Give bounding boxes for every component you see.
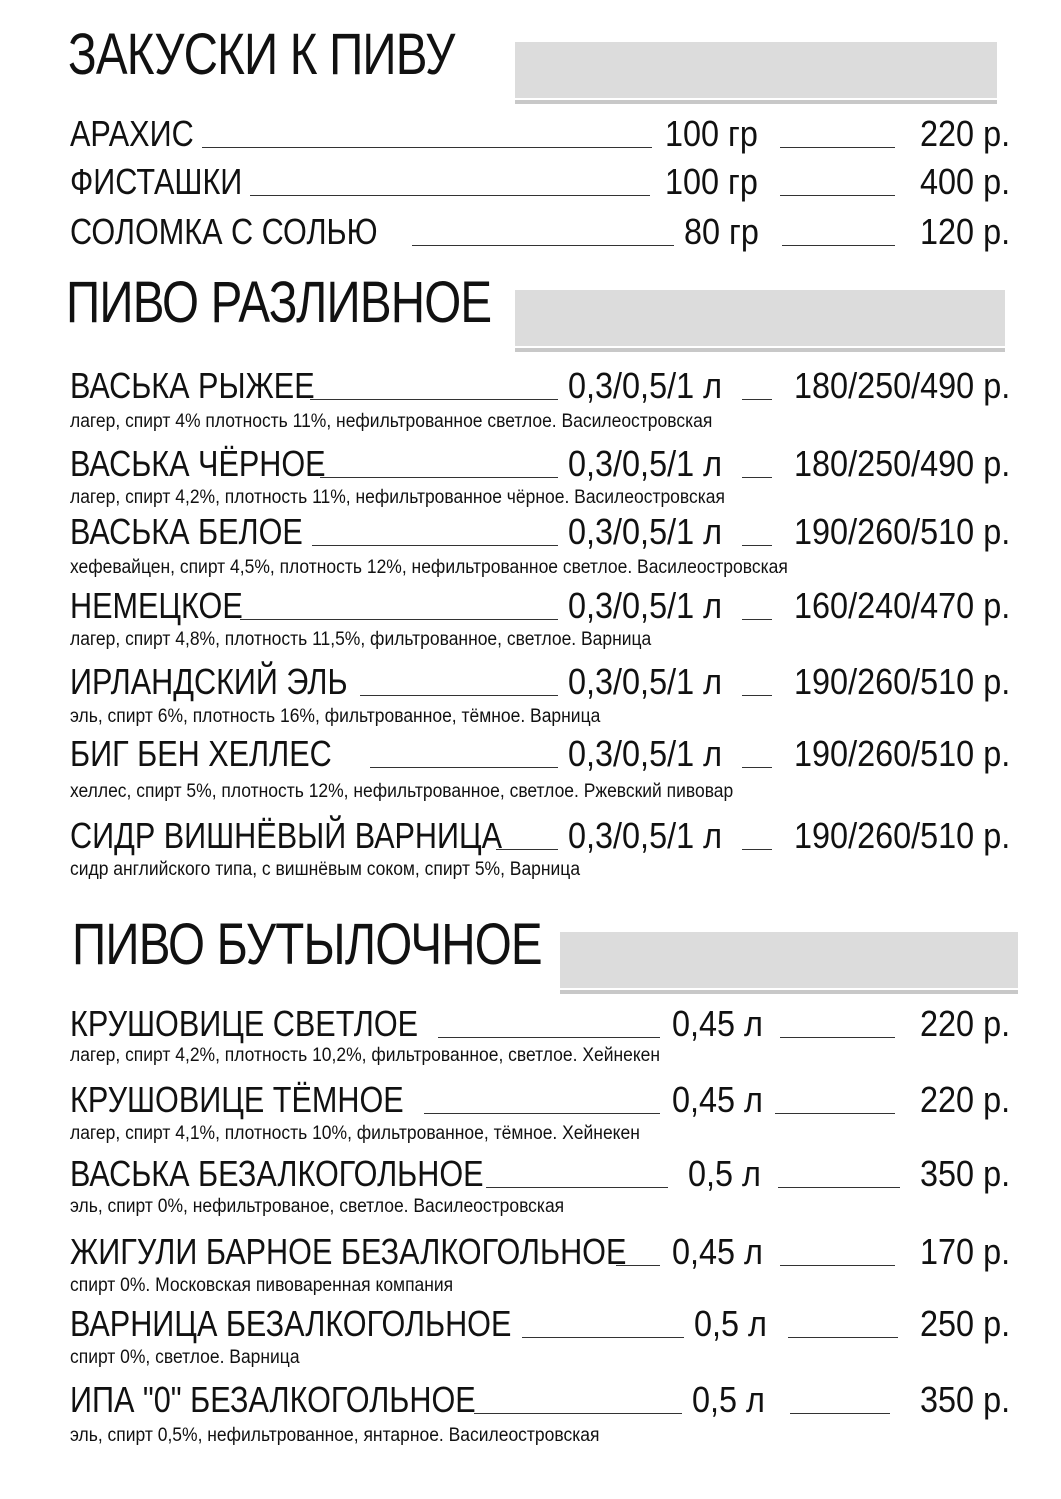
item-name: БИГ БЕН ХЕЛЛЕС [70,733,332,774]
item-price: 350 р. [919,1153,1010,1194]
item-name: КРУШОВИЦЕ ТЁМНОЕ [70,1079,404,1120]
leader-line [780,147,895,148]
item-volume: 0,45 л [672,1231,763,1272]
leader-line [742,695,772,696]
leader-line [250,195,650,196]
leader-line [202,147,652,148]
item-volume: 0,3/0,5/1 л [568,661,723,702]
menu-item [70,1078,1010,1120]
item-description: спирт 0%. Московская пивоваренная компания [70,1275,454,1296]
item-name: НЕМЕЦКОЕ [70,585,243,626]
item-price: 170 р. [919,1231,1010,1272]
item-description: лагер, спирт 4% плотность 11%, нефильтрованное светлое. Василеостровская [70,411,713,432]
leader-line [240,619,558,620]
item-name: ИПА "0" БЕЗАЛКОГОЛЬНОЕ [70,1379,476,1420]
item-name: ФИСТАШКИ [70,161,243,202]
item-description: хефевайцен, спирт 4,5%, плотность 12%, нефильтрованное светлое. Василеостровская [70,557,788,578]
item-volume: 0,5 л [688,1153,761,1194]
menu-item [70,1302,1010,1344]
menu-item [70,112,1010,154]
item-price: 220 р. [919,1003,1010,1044]
leader-line [496,849,558,850]
section-header-bar [515,290,1005,346]
item-price: 120 р. [919,211,1010,252]
leader-line [424,1113,660,1114]
menu-item [70,1230,1010,1272]
item-price: 190/260/510 р. [793,511,1010,552]
leader-line [742,767,772,768]
item-volume: 0,45 л [672,1003,763,1044]
leader-line [522,1337,684,1338]
leader-line [320,477,558,478]
item-name: ЖИГУЛИ БАРНОЕ БЕЗАЛКОГОЛЬНОЕ [70,1231,627,1272]
item-volume: 0,3/0,5/1 л [568,585,723,626]
item-name: ИРЛАНДСКИЙ ЭЛЬ [70,661,348,702]
leader-line [742,477,772,478]
item-volume: 0,3/0,5/1 л [568,815,723,856]
item-description: лагер, спирт 4,8%, плотность 11,5%, фильтрованное, светлое. Варница [70,629,652,650]
item-price: 190/260/510 р. [793,661,1010,702]
item-description: эль, спирт 0%, нефильтрованое, светлое. Василеостровская [70,1196,565,1217]
leader-line [412,245,674,246]
item-description: лагер, спирт 4,2%, плотность 11%, нефильтрованное чёрное. Василеостровская [70,487,725,508]
item-price: 180/250/490 р. [793,365,1010,406]
item-price: 400 р. [919,161,1010,202]
item-volume: 0,45 л [672,1079,763,1120]
item-price: 180/250/490 р. [793,443,1010,484]
menu-item [70,584,1010,626]
leader-line [780,195,895,196]
leader-line [782,245,895,246]
menu-item [70,1378,1010,1420]
item-volume: 0,3/0,5/1 л [568,511,723,552]
leader-line [310,399,558,400]
leader-line [360,695,558,696]
menu-item [70,442,1010,484]
leader-line [775,1113,895,1114]
item-description: эль, спирт 0,5%, нефильтрованное, янтарное. Василеостровская [70,1425,600,1446]
leader-line [742,545,772,546]
item-volume: 0,3/0,5/1 л [568,365,723,406]
leader-line [742,849,772,850]
item-name: КРУШОВИЦЕ СВЕТЛОЕ [70,1003,419,1044]
section-title-draft: ПИВО РАЗЛИВНОЕ [66,274,506,332]
menu-item [70,210,1010,252]
item-price: 250 р. [919,1303,1010,1344]
item-name: ВАСЬКА БЕЗАЛКОГОЛЬНОЕ [70,1153,484,1194]
item-description: лагер, спирт 4,1%, плотность 10%, фильтрованное, тёмное. Хейнекен [70,1123,640,1144]
item-price: 160/240/470 р. [793,585,1010,626]
leader-line [370,767,558,768]
item-name: ВАСЬКА ЧЁРНОЕ [70,443,326,484]
item-price: 220 р. [919,1079,1010,1120]
item-volume: 0,5 л [692,1379,765,1420]
item-description: спирт 0%, светлое. Варница [70,1347,300,1368]
item-description: лагер, спирт 4,2%, плотность 10,2%, фильтрованное, светлое. Хейнекен [70,1045,661,1066]
leader-line [742,399,772,400]
item-price: 190/260/510 р. [793,733,1010,774]
item-name: СИДР ВИШНЁВЫЙ ВАРНИЦА [70,815,503,856]
leader-line [780,1037,895,1038]
section-header-bar [515,42,997,98]
leader-line [312,545,558,546]
leader-line [474,1413,682,1414]
item-price: 190/260/510 р. [793,815,1010,856]
leader-line [616,1265,660,1266]
leader-line [780,1265,895,1266]
item-name: ВАСЬКА РЫЖЕЕ [70,365,315,406]
item-description: сидр английского типа, с вишнёвым соком, спирт 5%, Варница [70,859,581,880]
menu-item [70,814,1010,856]
menu-item [70,1002,1010,1044]
item-price: 350 р. [919,1379,1010,1420]
item-volume: 80 гр [684,211,759,252]
leader-line [486,1187,668,1188]
item-name: СОЛОМКА С СОЛЬЮ [70,211,378,252]
item-name: АРАХИС [70,113,194,154]
leader-line [788,1337,898,1338]
leader-line [790,1413,890,1414]
item-volume: 100 гр [665,113,758,154]
menu-item [70,732,1010,774]
section-title-bottled: ПИВО БУТЫЛОЧНОЕ [72,916,557,974]
item-name: ВАРНИЦА БЕЗАЛКОГОЛЬНОЕ [70,1303,512,1344]
item-name: ВАСЬКА БЕЛОЕ [70,511,303,552]
menu-item [70,660,1010,702]
leader-line [438,1037,660,1038]
section-title-snacks: ЗАКУСКИ К ПИВУ [68,26,469,84]
menu-item [70,160,1010,202]
item-volume: 0,3/0,5/1 л [568,443,723,484]
leader-line [742,619,772,620]
item-volume: 0,3/0,5/1 л [568,733,723,774]
menu-item [70,510,1010,552]
item-description: эль, спирт 6%, плотность 16%, фильтрованное, тёмное. Варница [70,706,601,727]
section-header-bar [560,932,1018,988]
menu-item [70,1152,1010,1194]
leader-line [778,1187,900,1188]
item-volume: 100 гр [665,161,758,202]
item-description: хеллес, спирт 5%, плотность 12%, нефильтрованное, светлое. Ржевский пивовар [70,781,734,802]
menu-item [70,364,1010,406]
item-volume: 0,5 л [694,1303,767,1344]
item-price: 220 р. [919,113,1010,154]
